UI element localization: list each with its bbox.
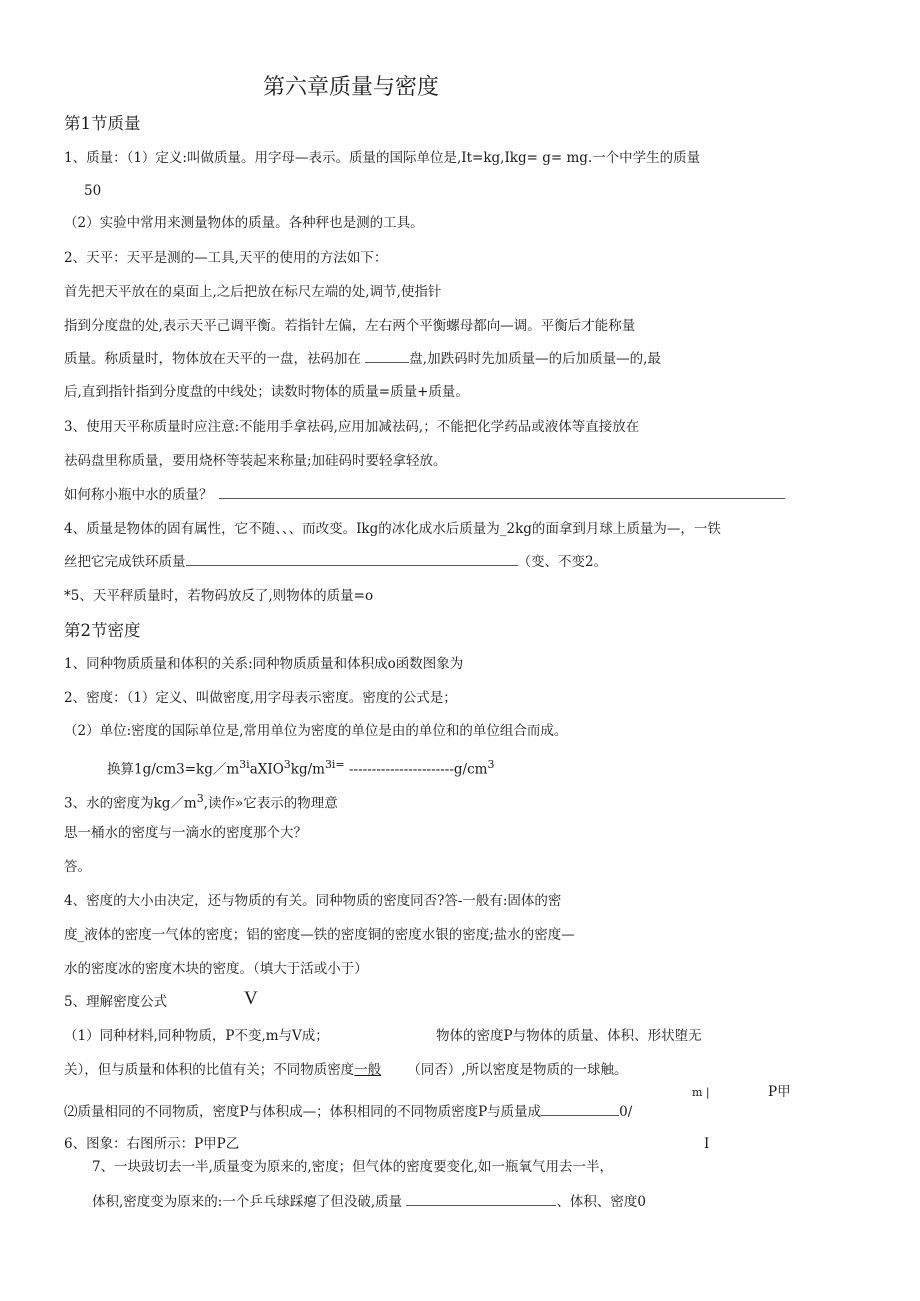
text-line: 50: [84, 183, 102, 199]
text-line: [64, 790, 338, 813]
text-line: 祛码盘里称质量，要用烧杯等装起来称量;加硅码时要轻拿轻放。: [64, 453, 447, 469]
superscript: 3i=: [324, 758, 345, 771]
text-line: [64, 553, 607, 571]
text-line: *5、天平秤质量时，若物码放反了,则物体的质量=o: [64, 588, 374, 604]
text-segment: 换算1g/cm3=kg／m: [107, 761, 240, 778]
superscript: 3i: [239, 758, 250, 771]
text-segment: 盘,加跌码时先加质量—的后加质量—的,最: [409, 351, 661, 367]
superscript: 3: [283, 758, 291, 771]
figure-axis-m: m |: [692, 1086, 710, 1099]
text-line: 4、密度的大小由决定，还与物质的有关。同种物质的密度同否?答-一般有:固体的密: [64, 893, 562, 909]
text-line: [64, 350, 661, 368]
text-line: 2、天平：天平是测的—工具,天平的使用的方法如下：: [64, 250, 388, 266]
text-segment: kg/m: [290, 761, 325, 778]
superscript: 3: [196, 792, 204, 805]
blank-line: [186, 553, 518, 566]
text-segment: （同否）,所以密度是物质的一球触。: [407, 1062, 628, 1078]
page-title: 第六章质量与密度: [263, 75, 440, 100]
text-segment: -----------------------g/cm: [344, 761, 488, 778]
text-line: 思一桶水的密度与一滴水的密度那个大？: [64, 825, 307, 841]
text-segment: 关），但与质量和体积的比值有关；不同物质密度: [64, 1062, 355, 1078]
blank-line: [406, 1193, 556, 1206]
text-line: 答。: [64, 859, 91, 875]
text-line: 水的密度冰的密度木块的密度。（填大于活或小于）: [64, 961, 368, 977]
text-line: 5、理解密度公式: [64, 994, 168, 1010]
text-line: 1、同种物质质量和体积的关系:同种物质质量和体积成o函数图象为: [64, 656, 464, 672]
section-1-heading: 第1节质量: [64, 114, 141, 133]
text-line: （2）实验中常用来测量物体的质量。各种秤也是测的工具。: [64, 215, 424, 231]
formula-v: V: [244, 988, 258, 1009]
figure-axis-i: I: [704, 1136, 710, 1152]
text-segment: aXIO: [249, 761, 284, 778]
text-line: 4、质量是物体的固有属性，它不随、、、而改变。Ikg的冰化成水后质量为_2kg的面拿到月球上质量为—，一铁: [64, 521, 721, 537]
text-line: [64, 1103, 632, 1121]
blank-line: [219, 486, 785, 499]
text-line: [64, 486, 785, 504]
blank-line: [541, 1103, 619, 1116]
text-segment: ⑵质量相同的不同物质，密度P与体积成—；体积相同的不同物质密度P与质量成: [64, 1104, 542, 1120]
text-line: 6、图象：右图所示：P甲P乙: [64, 1136, 240, 1152]
text-line: [92, 1193, 646, 1211]
underlined-answer: 一般: [354, 1062, 382, 1078]
conversion-line: [107, 756, 494, 779]
blank-line: [365, 350, 409, 363]
section-2-heading: 第2节密度: [64, 621, 141, 640]
text-line: 首先把天平放在的桌面上,之后把放在标尺左端的处,调节,使指针: [64, 284, 442, 300]
text-line: （2）单位:密度的国际单位是,常用单位为密度的单位是由的单位和的单位组合而成。: [64, 723, 568, 739]
text-segment: ,读作»它表示的物理意: [203, 795, 338, 812]
text-segment: （变、不变2。: [517, 554, 608, 570]
text-segment: 体积,密度变为原来的:一个乒乓球踩瘪了但没破,质量: [92, 1194, 403, 1210]
text-segment: 0/: [619, 1104, 633, 1120]
text-segment: 、体积、密度0: [556, 1194, 647, 1210]
text-line: 物体的密度P与物体的质量、体积、形状堕无: [436, 1028, 702, 1044]
text-line: 1、质量：（1）定义:叫做质量。用字母—表示。质量的国际单位是,It=kg,Ikg= g= mg.一个中学生的质量: [64, 150, 701, 166]
text-segment: 3、水的密度为kg／m: [64, 795, 197, 812]
superscript: 3: [487, 758, 495, 771]
text-line: 7、一块豉切去一半,质量变为原来的,密度；但气体的密度要变化,如一瓶氧气用去一半，: [92, 1159, 613, 1175]
text-line: 指到分度盘的处,表示天平己调平衡。若指针左偏，左右两个平衡螺母都向—调。平衡后才能称量: [64, 318, 636, 334]
text-line: 2、密度：（1）定义、叫做密度,用字母表示密度。密度的公式是；: [64, 690, 457, 706]
text-segment: 如何称小瓶中水的质量？: [64, 487, 213, 503]
text-segment: 丝把它完成铁环质量: [64, 554, 186, 570]
figure-label-p: P甲: [768, 1084, 791, 1100]
text-line: （1）同种材料,同种物质，P不变,m与V成；: [64, 1028, 329, 1044]
text-line: [64, 1061, 628, 1079]
text-line: 后,直到指针指到分度盘的中线处；读数时物体的质量=质量+质量。: [64, 384, 469, 400]
text-segment: 质量。称质量时，物体放在天平的一盘，祛码加在: [64, 351, 361, 367]
text-line: 3、使用天平称质量时应注意:不能用手拿祛码,应用加减祛码,；不能把化学药品或液体等直接放在: [64, 419, 640, 435]
text-line: 度_液体的密度一气体的密度；铝的密度—铁的密度铜的密度水银的密度;盐水的密度—: [64, 927, 575, 943]
